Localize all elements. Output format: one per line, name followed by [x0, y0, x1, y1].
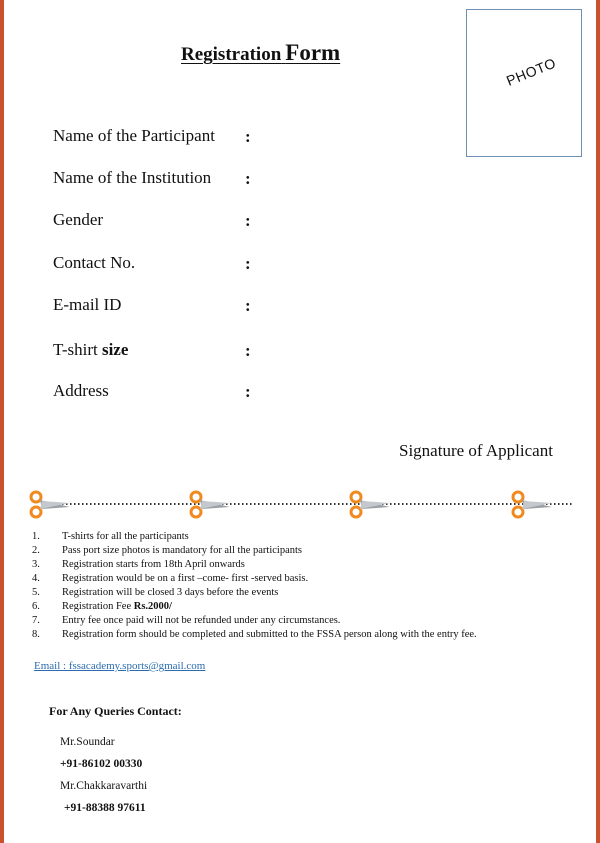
field-colon-contact: :: [245, 254, 251, 273]
title-word-2: Form: [285, 40, 341, 65]
field-label-tshirt-bold: size: [101, 340, 129, 359]
contact-phone-2: +91-88388 97611: [64, 802, 146, 814]
email-link[interactable]: Email : fssacademy.sports@gmail.com: [34, 660, 206, 672]
list-item: 2. Pass port size photos is mandatory for all the participants: [32, 545, 302, 556]
field-label-institution: Name of the Institution: [53, 168, 212, 187]
queries-heading: For Any Queries Contact:: [49, 704, 182, 718]
field-label-participant: Name of the Participant: [53, 126, 215, 145]
field-colon-tshirt: :: [245, 341, 251, 360]
list-item: 6. Registration Fee Rs.2000/: [32, 601, 172, 612]
field-label-email: E-mail ID: [53, 295, 122, 314]
contact-person-1: Mr.Soundar: [60, 736, 115, 748]
field-colon-email: :: [245, 296, 251, 315]
field-label-contact: Contact No.: [53, 253, 136, 272]
field-colon-participant: :: [245, 127, 251, 146]
scissors-icon: [191, 492, 230, 517]
field-colon-institution: :: [245, 169, 251, 188]
scissors-icon: [31, 492, 70, 517]
list-item: 3. Registration starts from 18th April onwards: [32, 559, 245, 570]
list-item: 7. Entry fee once paid will not be refunded under any circumstances.: [32, 615, 341, 626]
page-border-right: [596, 0, 600, 843]
field-colon-gender: :: [245, 211, 251, 230]
list-item: 1. T-shirts for all the participants: [32, 531, 189, 542]
field-label-tshirt-main: T-shirt: [53, 340, 98, 359]
field-label-tshirt: [53, 340, 128, 360]
list-item: 5. Registration will be closed 3 days before the events: [32, 587, 279, 598]
list-item: 4. Registration would be on a first –come- first -served basis.: [32, 573, 309, 584]
field-label-gender: Gender: [53, 210, 104, 229]
contact-person-2: Mr.Chakkaravarthi: [60, 780, 148, 792]
field-label-address: Address: [53, 381, 109, 400]
instructions-list: [20, 530, 477, 642]
field-colon-address: :: [245, 382, 251, 401]
signature-label: Signature of Applicant: [399, 441, 553, 460]
contact-phone-1: +91-86102 00330: [60, 758, 143, 770]
cut-line: [0, 484, 600, 524]
fee-amount: Rs.2000/: [133, 601, 172, 612]
scissors-icon: [351, 492, 390, 517]
title-word-1: Registration: [181, 44, 282, 65]
list-item: 8. Registration form should be completed and submitted to the FSSA person along with the entry fee.: [32, 629, 477, 640]
page-border-left: [0, 0, 4, 843]
form-title: [181, 40, 340, 66]
photo-label: PHOTO: [504, 54, 559, 89]
